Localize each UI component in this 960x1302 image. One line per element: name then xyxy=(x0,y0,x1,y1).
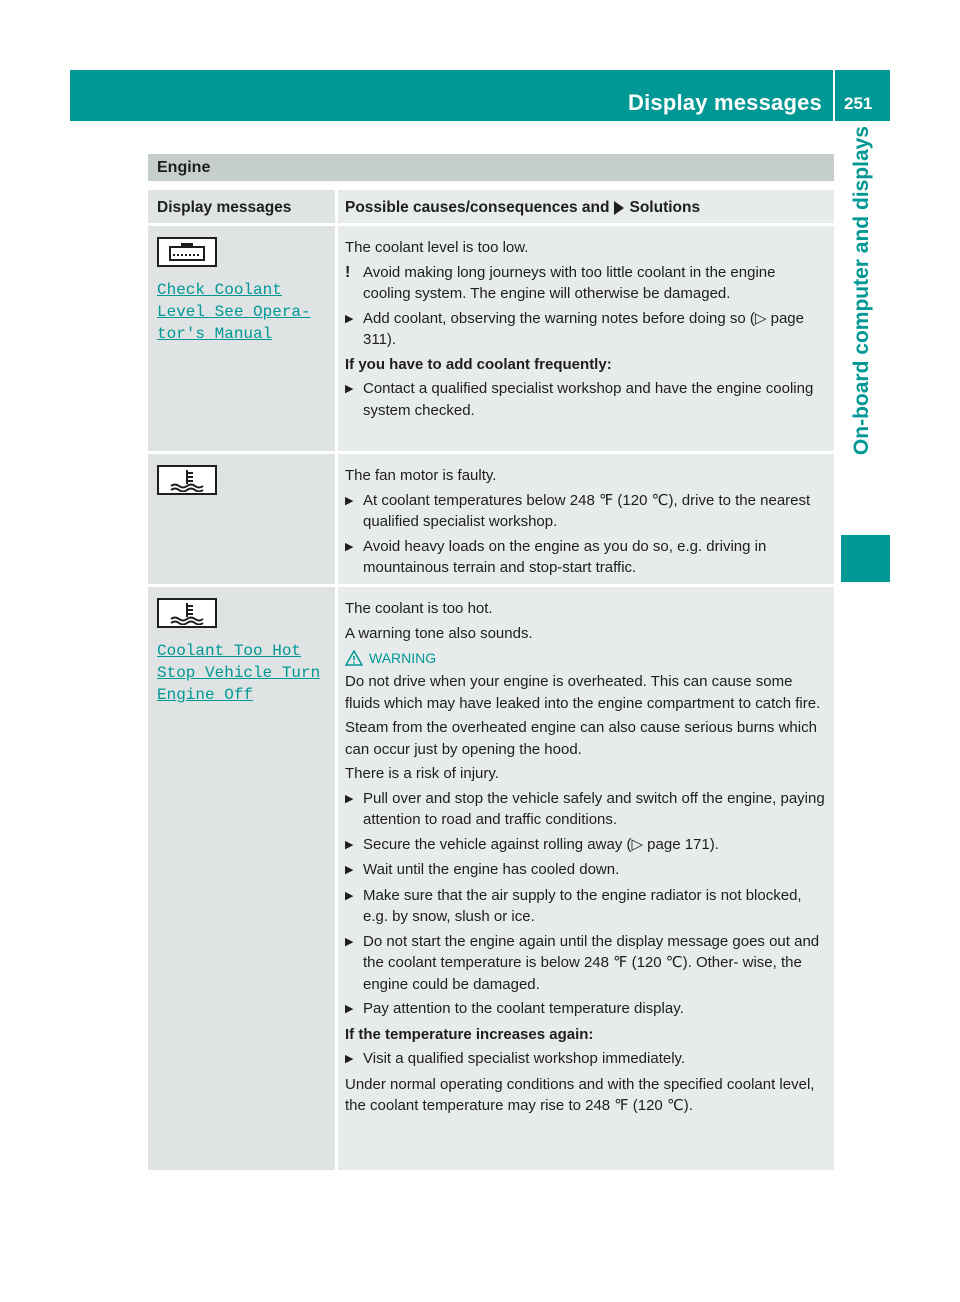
row-message-cell xyxy=(148,454,335,584)
table-row xyxy=(148,454,834,584)
action-arrow-icon: ▶ xyxy=(345,935,354,948)
action-step xyxy=(345,885,827,928)
paragraph: Under normal operating conditions and with the specified coolant level, the coolant temperature may rise to 248 ℉ (120 ℃). xyxy=(345,1075,815,1114)
display-messages-table xyxy=(148,190,834,1173)
action-arrow-icon: ▶ xyxy=(345,540,354,553)
table-header-row xyxy=(148,190,834,223)
coolant-temperature-icon xyxy=(157,598,217,628)
page-number: 251 xyxy=(844,94,873,113)
action-arrow-icon: ▶ xyxy=(345,792,354,805)
row-message-cell xyxy=(148,226,335,451)
display-message-line: Check Coolant xyxy=(157,281,282,299)
action-arrow-icon: ▶ xyxy=(345,889,354,902)
action-step xyxy=(345,834,827,857)
action-step xyxy=(345,378,827,421)
coolant-temperature-icon xyxy=(157,465,217,495)
paragraph: Steam from the overheated engine can also cause serious burns which can occur just by opening the hood. xyxy=(345,719,817,758)
step-text: At coolant temperatures below 248 ℉ (120 ℃), drive to the nearest qualified specialist workshop. xyxy=(363,491,811,530)
action-step xyxy=(345,931,827,996)
action-arrow-icon: ▶ xyxy=(345,1003,354,1015)
warning-heading xyxy=(345,650,827,666)
step-text: Visit a qualified specialist workshop immediately. xyxy=(363,1050,686,1067)
action-step xyxy=(345,788,827,831)
header-solutions-label: Solutions xyxy=(629,199,701,216)
row-message-cell xyxy=(148,587,335,1170)
paragraph: The coolant level is too low. xyxy=(345,239,529,256)
paragraph: The coolant is too hot. xyxy=(345,600,493,617)
action-arrow-icon: ▶ xyxy=(345,864,354,876)
action-arrow-icon: ▶ xyxy=(345,383,354,395)
action-arrow-icon xyxy=(614,201,624,215)
display-message-line: Level See Opera‐ xyxy=(157,303,311,321)
header-col-display-messages: Display messages xyxy=(148,190,335,223)
paragraph: A warning tone also sounds. xyxy=(345,624,533,642)
action-arrow-icon: ▶ xyxy=(345,1053,354,1065)
header-causes-label: Possible causes/consequences and xyxy=(345,199,610,216)
page-header-bar xyxy=(70,70,890,121)
table-row xyxy=(148,226,834,451)
paragraph: The fan motor is faulty. xyxy=(345,467,497,484)
subheading: If you have to add coolant frequently: xyxy=(345,355,612,373)
chapter-side-tab xyxy=(840,121,890,581)
action-step xyxy=(345,536,827,579)
warning-label: WARNING xyxy=(369,650,437,666)
display-message-line: Stop Vehicle Turn xyxy=(157,664,321,682)
row-solution-cell xyxy=(338,226,834,451)
action-step xyxy=(345,998,827,1021)
row-solution-cell xyxy=(338,454,834,584)
display-message-line: Engine Off xyxy=(157,686,254,704)
row-solution-cell xyxy=(338,587,834,1170)
action-step xyxy=(345,1048,827,1071)
notice-item xyxy=(345,262,827,305)
step-text: Add coolant, observing the warning notes before doing so (▷ page 311). xyxy=(363,309,804,348)
action-arrow-icon: ▶ xyxy=(345,838,354,851)
paragraph: There is a risk of injury. xyxy=(345,765,499,782)
coolant-level-icon xyxy=(157,237,217,267)
exclamation-icon: ! xyxy=(345,263,351,281)
step-text: Do not start the engine again until the display message goes out and the coolant temperature is below 248 ℉ (120 ℃). Other‐ wise, the engine could be damaged. xyxy=(363,932,820,993)
action-arrow-icon: ▶ xyxy=(345,312,354,325)
subheading: If the temperature increases again: xyxy=(345,1025,594,1043)
display-message-line: tor's Manual xyxy=(157,325,273,343)
action-step xyxy=(345,308,827,351)
step-text: Contact a qualified specialist workshop and have the engine cooling system checked. xyxy=(363,380,814,419)
step-text: Make sure that the air supply to the engine radiator is not blocked, e.g. by snow, slush or ice. xyxy=(363,886,802,925)
table-row xyxy=(148,587,834,1170)
header-title: Display messages xyxy=(628,90,822,115)
step-text: Wait until the engine has cooled down. xyxy=(363,861,620,878)
step-text: Secure the vehicle against rolling away (▷ page 171). xyxy=(363,835,719,853)
section-title: Engine xyxy=(148,154,834,181)
step-text: Avoid making long journeys with too little coolant in the engine cooling system. The engine will otherwise be damaged. xyxy=(363,263,776,302)
chapter-tab-label: On-board computer and displays xyxy=(850,126,873,456)
warning-triangle-icon xyxy=(345,650,363,666)
step-text: Pay attention to the coolant temperature display. xyxy=(363,1000,684,1017)
display-message-line: Coolant Too Hot xyxy=(157,642,302,660)
header-divider xyxy=(833,70,835,121)
action-step xyxy=(345,490,827,533)
chapter-marker-block xyxy=(841,535,890,582)
action-arrow-icon: ▶ xyxy=(345,494,354,507)
display-message-text xyxy=(157,640,335,706)
action-step xyxy=(345,859,827,882)
paragraph: Do not drive when your engine is overheated. This can cause some fluids which may have leaked into the engine compartment to catch fire. xyxy=(345,673,821,712)
header-col-causes xyxy=(338,190,834,223)
display-message-text xyxy=(157,279,335,345)
step-text: Avoid heavy loads on the engine as you do so, e.g. driving in mountainous terrain and stop-start traffic. xyxy=(363,537,767,576)
step-text: Pull over and stop the vehicle safely and switch off the engine, paying attention to road and traffic conditions. xyxy=(363,789,825,828)
